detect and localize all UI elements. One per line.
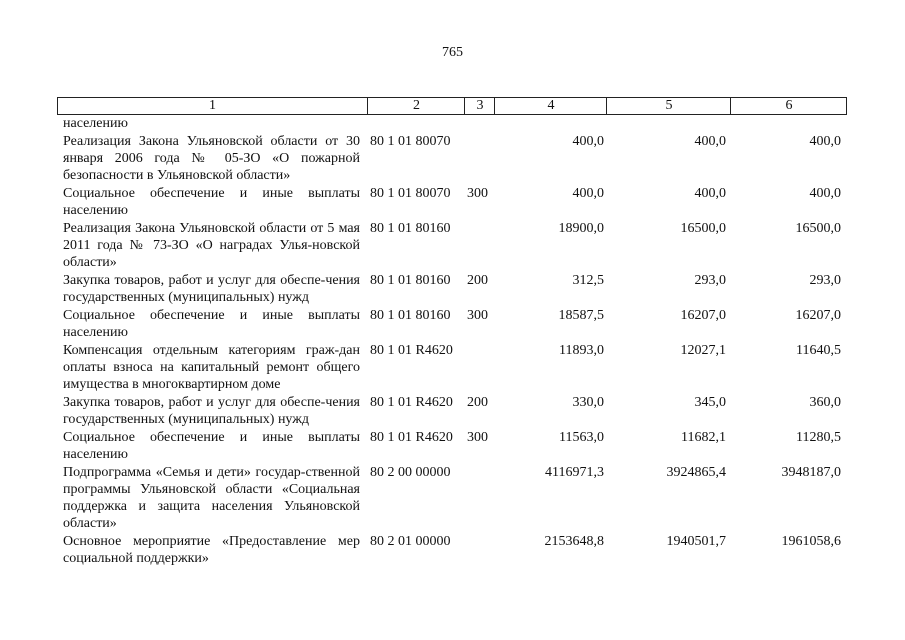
header-col-1: 1	[209, 98, 216, 113]
row-value-col-5: 16207,0	[680, 308, 726, 323]
row-value-col-5: 400,0	[694, 134, 726, 149]
table-row	[63, 307, 845, 341]
row-value-col-4: 18587,5	[558, 308, 604, 323]
row-value-col-5: 400,0	[694, 186, 726, 201]
row-value-col-6: 16500,0	[795, 221, 841, 236]
row-value-col-5: 11682,1	[681, 430, 726, 445]
table-row	[63, 272, 845, 306]
table-body	[63, 115, 845, 568]
row-code: 80 1 01 R4620	[370, 343, 453, 358]
header-col-2: 2	[367, 98, 465, 114]
table-row	[63, 464, 845, 532]
row-code: 80 2 00 00000	[370, 465, 451, 480]
row-expense-type: 200	[467, 273, 488, 288]
table-row	[63, 394, 845, 428]
row-expense-type: 300	[467, 308, 488, 323]
row-value-col-5: 16500,0	[680, 221, 726, 236]
row-value-col-6: 1961058,6	[781, 534, 841, 549]
row-name: Основное мероприятие «Предоставление мер социальной поддержки»	[63, 534, 360, 566]
row-name: Подпрограмма «Семья и дети» государ-ственной программы Ульяновской области «Социальная поддержка и защита населения Ульяновской области»	[63, 465, 360, 531]
row-expense-type: 300	[467, 186, 488, 201]
row-value-col-4: 11563,0	[559, 430, 604, 445]
row-value-col-5: 345,0	[694, 395, 726, 410]
row-name: населению	[63, 116, 128, 131]
row-expense-type: 300	[467, 430, 488, 445]
row-value-col-6: 11280,5	[796, 430, 841, 445]
row-value-col-6: 293,0	[809, 273, 841, 288]
header-col-5: 5	[606, 98, 731, 114]
row-code: 80 1 01 80160	[370, 308, 451, 323]
page-number: 765	[442, 45, 463, 60]
table-row	[63, 185, 845, 219]
table-row	[63, 133, 845, 184]
row-code: 80 1 01 80070	[370, 186, 451, 201]
row-value-col-4: 11893,0	[559, 343, 604, 358]
header-col-4: 4	[494, 98, 607, 114]
row-name: Компенсация отдельным категориям граж-дан оплаты взноса на капитальный ремонт общего имущества в многоквартирном доме	[63, 343, 360, 392]
row-value-col-5: 1940501,7	[666, 534, 726, 549]
table-row	[63, 533, 845, 567]
row-value-col-6: 3948187,0	[781, 465, 841, 480]
row-name: Реализация Закона Ульяновской области от 5 мая 2011 года № 73-ЗО «О наградах Улья-новской области»	[63, 221, 360, 270]
row-code: 80 1 01 80160	[370, 221, 451, 236]
table-row	[63, 115, 845, 132]
row-name: Реализация Закона Ульяновской области от 30 января 2006 года № 05-ЗО «О пожарной безопасности в Ульяновской области»	[63, 134, 360, 183]
row-code: 80 1 01 80160	[370, 273, 451, 288]
row-value-col-4: 400,0	[572, 134, 604, 149]
header-col-3: 3	[464, 98, 495, 114]
row-value-col-4: 400,0	[572, 186, 604, 201]
row-value-col-5: 3924865,4	[666, 465, 726, 480]
row-value-col-6: 400,0	[809, 186, 841, 201]
row-value-col-5: 12027,1	[680, 343, 726, 358]
row-name: Социальное обеспечение и иные выплаты населению	[63, 430, 360, 462]
row-value-col-6: 400,0	[809, 134, 841, 149]
row-name: Социальное обеспечение и иные выплаты населению	[63, 308, 360, 340]
row-value-col-6: 360,0	[809, 395, 841, 410]
row-value-col-4: 330,0	[572, 395, 604, 410]
table-row	[63, 429, 845, 463]
row-name: Закупка товаров, работ и услуг для обеспе-чения государственных (муниципальных) нужд	[63, 395, 360, 427]
table-row	[63, 342, 845, 393]
row-value-col-4: 18900,0	[558, 221, 604, 236]
row-value-col-4: 4116971,3	[545, 465, 604, 480]
row-code: 80 2 01 00000	[370, 534, 451, 549]
row-code: 80 1 01 R4620	[370, 395, 453, 410]
row-value-col-5: 293,0	[694, 273, 726, 288]
row-code: 80 1 01 R4620	[370, 430, 453, 445]
table-header	[57, 97, 847, 115]
header-col-6: 6	[730, 98, 847, 114]
row-name: Социальное обеспечение и иные выплаты населению	[63, 186, 360, 218]
row-name: Закупка товаров, работ и услуг для обеспе-чения государственных (муниципальных) нужд	[63, 273, 360, 305]
table-row	[63, 220, 845, 271]
row-expense-type: 200	[467, 395, 488, 410]
row-value-col-4: 312,5	[572, 273, 604, 288]
row-value-col-6: 11640,5	[796, 343, 841, 358]
row-code: 80 1 01 80070	[370, 134, 451, 149]
row-value-col-4: 2153648,8	[544, 534, 604, 549]
row-value-col-6: 16207,0	[795, 308, 841, 323]
